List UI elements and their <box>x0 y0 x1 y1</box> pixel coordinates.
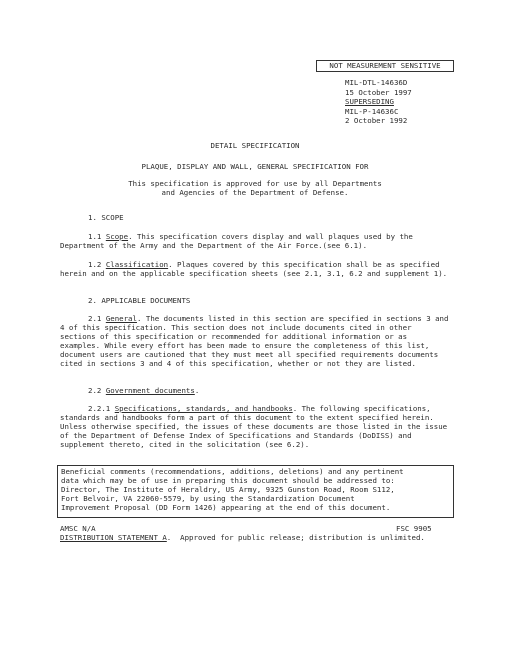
paragraph-1-1-title: Scope <box>105 232 129 241</box>
document-type: DETAIL SPECIFICATION <box>210 141 300 150</box>
section-1-heading: 1. SCOPE <box>88 213 124 222</box>
doc-id-line: MIL-DTL-14636D <box>345 78 408 87</box>
fsc-code: FSC 9905 <box>396 524 432 533</box>
document-id-block <box>345 78 412 126</box>
comments-box: Beneficial comments (recommendations, additions, deletions) and any pertinent data which may be of use in preparing this document should be addressed to: Director, The Institute of Heraldry, US Army, 9325 Gunston Road, Room S112, Fort Belvoir, VA 22060-5579, by using the Standardization Document Improvement Proposal (DD Form 1426) appearing at the end of this document. <box>57 465 454 518</box>
paragraph-2-2: 2.2 Government documents. <box>88 386 200 395</box>
superseded-date-line: 2 October 1992 <box>345 116 408 126</box>
doc-date-line: 15 October 1997 <box>345 87 412 97</box>
paragraph-2-2-1: 2.2.1 Specifications, standards, and handbooks. The following specifications, standards and handbooks form a part of this document to the extent specified herein. Unless otherwise specified, the issues of these documents are those listed in the issue of the Department of Defense Index of Specifications and Standards (DoDISS) and supplement thereto, cited in the solicitation (see 6.2). <box>60 404 448 449</box>
paragraph-1-2: 1.2 Classification. Plaques covered by this specification shall be as specified herein and on the applicable specification sheets (see 2.1, 3.1, 6.2 and supplement 1). <box>60 260 448 278</box>
paragraph-2-1: 2.1 General. The documents listed in this section are specified in sections 3 and 4 of this specification. This section does not include documents cited in other sections of this specification or recommended for additional information or as examples. While every effort has been made to ensure the completeness of this list, document users are cautioned that they must meet all specified requirements documents cited in sections 3 and 4 of this specification, whether or not they are listed. <box>60 314 449 368</box>
superseded-id-line: MIL-P-14636C <box>345 106 399 116</box>
approval-statement: This specification is approved for use by all Departments and Agencies of the Department of Defense. <box>128 179 382 197</box>
distribution-label: DISTRIBUTION STATEMENT A <box>60 533 167 542</box>
paragraph-1-2-title: Classification <box>105 260 169 269</box>
amsc-code: AMSC N/A <box>60 524 96 533</box>
measurement-notice-box: NOT MEASUREMENT SENSITIVE <box>316 60 454 72</box>
paragraph-1-1: 1.1 Scope. This specification covers display and wall plaques used by the Department of the Army and the Department of the Air Force.(see 6.1). <box>60 232 413 250</box>
paragraph-2-2-title: Government documents <box>105 386 195 395</box>
paragraph-2-2-1-title: Specifications, standards, and handbooks <box>114 404 293 413</box>
distribution-statement: DISTRIBUTION STATEMENT A. Approved for public release; distribution is unlimited. <box>60 533 425 542</box>
superseding-line: SUPERSEDING <box>345 97 394 107</box>
section-2-heading: 2. APPLICABLE DOCUMENTS <box>88 296 191 305</box>
document-title: PLAQUE, DISPLAY AND WALL, GENERAL SPECIFICATION FOR <box>141 162 369 171</box>
paragraph-2-1-title: General <box>105 314 137 323</box>
